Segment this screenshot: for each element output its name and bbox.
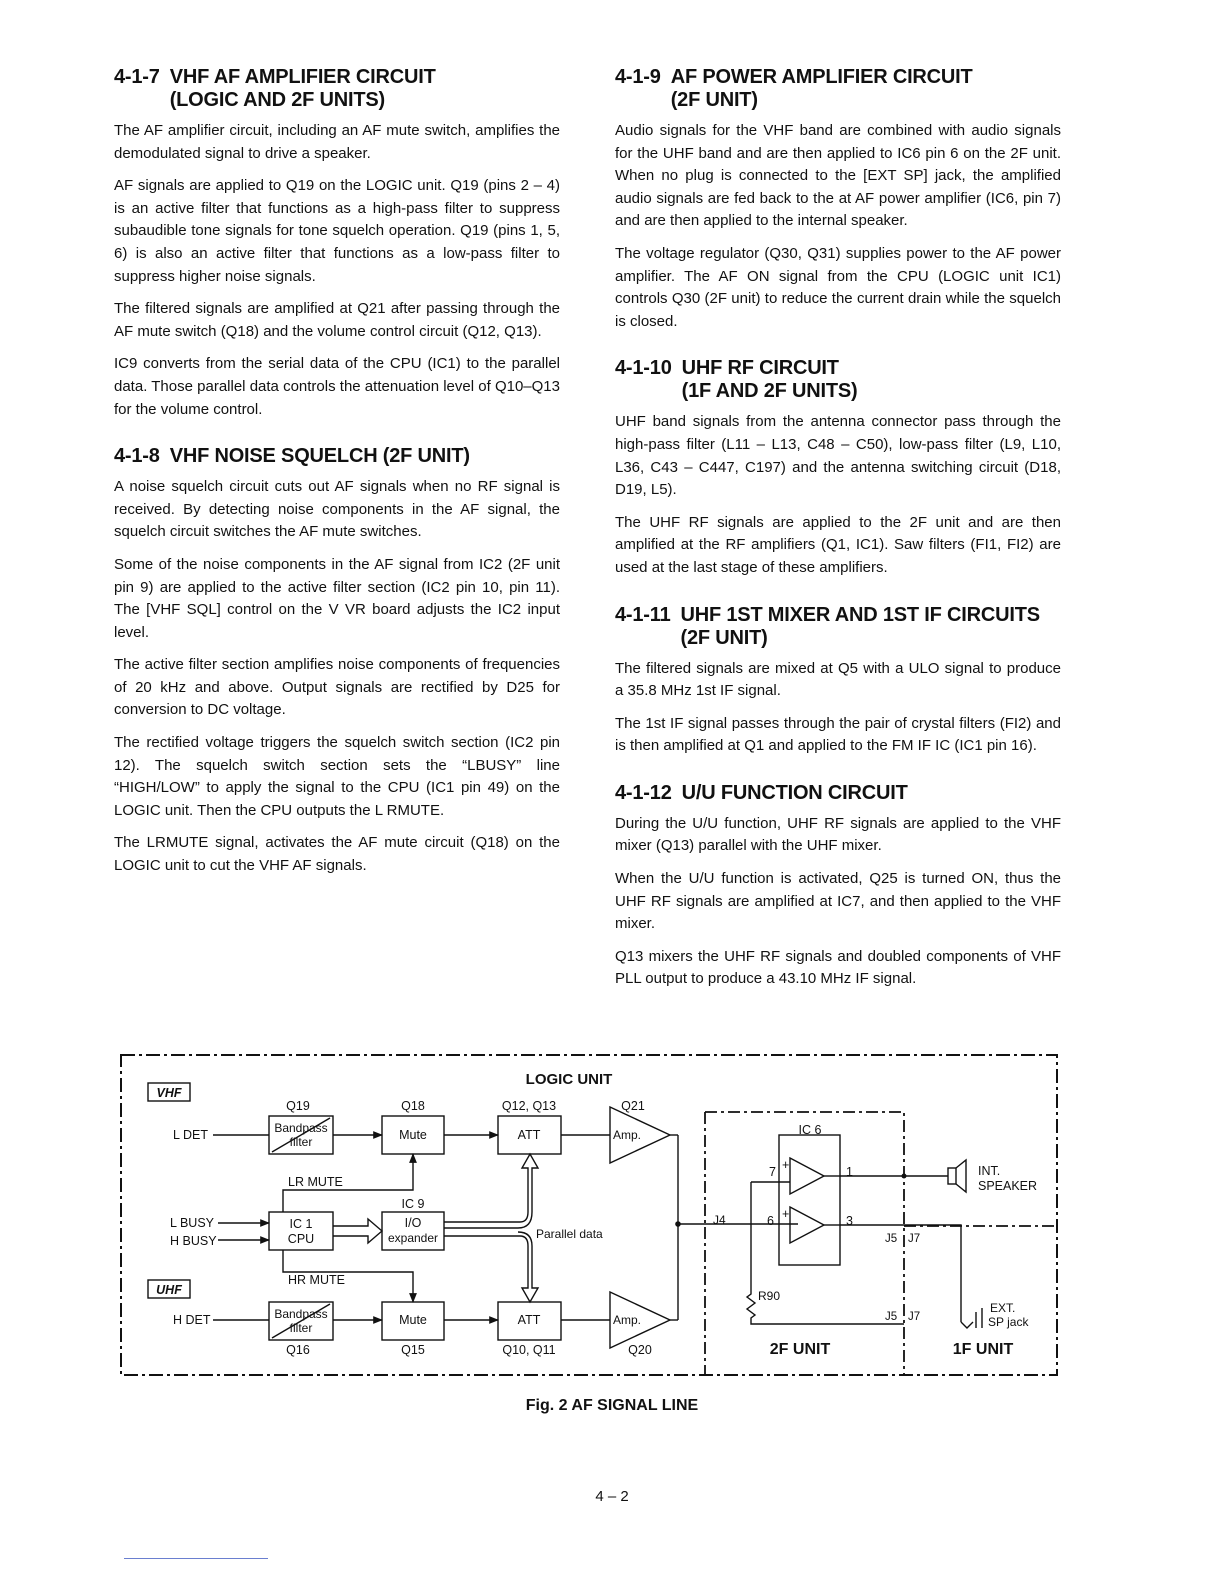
pin-6-label: 6 [767, 1214, 774, 1228]
figure-caption: Fig. 2 AF SIGNAL LINE [525, 1397, 699, 1414]
j4-label: J4 [713, 1213, 726, 1227]
2f-unit-frame [705, 1112, 904, 1375]
paragraph: The UHF RF signals are applied to the 2F unit and are then amplified at the RF amplifiers (Q1, IC1). Saw filters (FI1, FI2) are used at the last stage of these amplifiers. [615, 513, 1061, 576]
att-label: ATT [517, 1313, 541, 1327]
paragraph: When the U/U function is activated, Q25 is turned ON, thus the UHF RF signals are amplified at IC7, and then applied to the VHF mixer. [615, 870, 1061, 933]
ext-label: EXT. [990, 1301, 1016, 1315]
ic9-label: IC 9 [401, 1197, 425, 1211]
ic1-label: IC 1 [289, 1217, 313, 1231]
section-number: 4-1-7 [114, 66, 160, 88]
section-heading-4-1-7 [114, 66, 560, 112]
section-subtitle: (1F AND 2F UNITS) [681, 380, 858, 403]
parallel-data-label: Parallel data [536, 1227, 603, 1241]
section-number: 4-1-11 [615, 603, 671, 626]
paragraph: The 1st IF signal passes through the pair of crystal filters (FI2) and is then amplified at Q1 and applied to the FM IF IC (IC1 pin 16). [615, 714, 1061, 755]
left-column [114, 66, 560, 888]
paragraph: IC9 converts from the serial data of the CPU (IC1) to the parallel data. Those parallel data controls the attenuation level of Q10–Q13 for the volume control. [114, 355, 560, 418]
bandpass-label: Bandpass [274, 1307, 328, 1321]
speaker-icon [948, 1168, 956, 1184]
paragraph: UHF band signals from the antenna connector pass through the high-pass filter (L11 – L13, C48 – C50), low-pass filter (L9, L10, L36, C43 – C447, C197) and the antenna switching circuit (D18, D19, L5). [615, 413, 1061, 499]
q21-label: Q21 [621, 1099, 645, 1113]
page-number: 4 – 2 [595, 1488, 629, 1505]
paragraph: Q13 mixers the UHF RF signals and doubled components of VHF PLL output to produce a 43.10 MHz IF signal. [615, 947, 1061, 988]
section-title: UHF 1ST MIXER AND 1ST IF CIRCUITS [680, 603, 1040, 626]
pin-7-label: 7 [769, 1165, 776, 1179]
paragraph: The AF amplifier circuit, including an AF mute switch, amplifies the demodulated signal to drive a speaker. [114, 122, 560, 162]
section-number: 4-1-12 [615, 781, 672, 804]
paragraph: The filtered signals are mixed at Q5 with a ULO signal to produce a 35.8 MHz 1st IF signal. [615, 659, 1061, 700]
bandpass-label: Bandpass [274, 1121, 328, 1135]
paragraph: The active filter section amplifies noise components of frequencies of 20 kHz and above. Output signals are rectified by D25 for conversion to DC voltage. [114, 656, 560, 719]
section-title: UHF RF CIRCUIT [681, 357, 839, 380]
sp-jack-label: SP jack [988, 1315, 1029, 1329]
att-label: ATT [517, 1128, 541, 1142]
io-label: I/O [404, 1216, 422, 1230]
hr-mute-label: HR MUTE [288, 1273, 345, 1287]
ic6-label: IC 6 [798, 1123, 822, 1137]
paragraph: During the U/U function, UHF RF signals are applied to the VHF mixer (Q13) parallel with the UHF mixer. [615, 814, 1061, 855]
lr-mute-label: LR MUTE [288, 1175, 343, 1189]
af-signal-line-diagram [118, 1052, 1063, 1387]
section-subtitle: (LOGIC AND 2F UNITS) [169, 89, 385, 111]
paragraph: The filtered signals are amplified at Q21 after passing through the AF mute switch (Q18) and the volume control circuit (Q12, Q13). [114, 300, 560, 340]
amp-label: Amp. [613, 1128, 642, 1142]
paragraph: The LRMUTE signal, activates the AF mute circuit (Q18) on the LOGIC unit to cut the VHF AF signals. [114, 834, 560, 875]
h-busy-label: H BUSY [170, 1234, 217, 1248]
right-column [615, 66, 1061, 1001]
pin-3-label: 3 [846, 1214, 853, 1228]
q10-q11-label: Q10, Q11 [502, 1343, 556, 1357]
q15-label: Q15 [401, 1343, 425, 1357]
paragraph: AF signals are applied to Q19 on the LOGIC unit. Q19 (pins 2 – 4) is an active filter that functions as a high-pass filter to suppress subaudible tone signals for tone squelch operation. Q19 (pins 1, 5, 6) is also an active filter that functions as a low-pass filter to suppress higher noise signals. [114, 177, 560, 285]
mute-label: Mute [399, 1128, 427, 1142]
section-number: 4-1-10 [615, 357, 672, 380]
paragraph: A noise squelch circuit cuts out AF signals when no RF signal is received. By detecting noise components in the AF signal, the squelch circuit switches the AF mute switches. [114, 478, 560, 541]
section-heading-4-1-10 [615, 357, 1061, 403]
section-number: 4-1-8 [114, 445, 160, 468]
l-busy-label: L BUSY [170, 1216, 215, 1230]
cpu-label: CPU [287, 1232, 315, 1246]
paragraph: The rectified voltage triggers the squelch switch section (IC2 pin 12). The squelch switch section sets the “LBUSY” line “HIGH/LOW” to apply the signal to the CPU (IC1 pin 49) on the LOGIC unit. Then the CPU outputs the L RMUTE. [114, 734, 560, 819]
pin-1-label: 1 [846, 1165, 853, 1179]
section-number: 4-1-9 [615, 66, 661, 88]
filter-label: filter [289, 1135, 313, 1149]
expander-label: expander [387, 1231, 439, 1245]
section-title: VHF AF AMPLIFIER CIRCUIT [169, 66, 436, 88]
section-heading-4-1-11 [615, 604, 1061, 650]
section-heading-4-1-8 [114, 445, 560, 468]
section-subtitle: (2F UNIT) [680, 626, 768, 649]
af-power-amp-1 [790, 1158, 824, 1194]
l-det-label: L DET [173, 1128, 208, 1142]
q20-label: Q20 [628, 1343, 652, 1357]
filter-label: filter [289, 1321, 313, 1335]
section-title: VHF NOISE SQUELCH (2F UNIT) [169, 445, 470, 468]
speaker-label: SPEAKER [978, 1179, 1038, 1193]
q18-label: Q18 [401, 1099, 425, 1113]
logic-unit-label: LOGIC UNIT [525, 1071, 613, 1088]
q19-label: Q19 [286, 1099, 310, 1113]
paragraph: The voltage regulator (Q30, Q31) supplies power to the AF power amplifier. The AF ON signal from the CPU (LOGIC unit IC1) controls Q30 (2F unit) to reduce the current drain while the squelch is closed. [615, 244, 1061, 330]
plus-label: + [782, 1158, 790, 1172]
j7-label: J7 [908, 1233, 921, 1245]
logic-unit-frame [121, 1055, 1057, 1375]
int-label: INT. [978, 1164, 1001, 1178]
j5-label: J5 [885, 1233, 898, 1245]
section-heading-4-1-12 [615, 782, 1061, 805]
section-heading-4-1-9 [615, 66, 1061, 112]
ic6 [779, 1135, 840, 1265]
section-subtitle: (2F UNIT) [670, 89, 758, 111]
plus-label: + [782, 1207, 790, 1221]
q16-label: Q16 [286, 1343, 310, 1357]
amp-label: Amp. [613, 1313, 642, 1327]
j5-label: J5 [885, 1311, 898, 1323]
ext-sp-jack-icon [961, 1308, 982, 1328]
uhf-label: UHF [156, 1283, 182, 1297]
footer-rule [124, 1558, 268, 1559]
af-power-amp-2 [790, 1207, 824, 1243]
2f-unit-label: 2F UNIT [769, 1341, 831, 1358]
paragraph: Audio signals for the VHF band are combined with audio signals for the UHF band and are then applied to IC6 pin 6 on the 2F unit. When no plug is connected to the [EXT SP] jack, the amplified audio signals are fed back to the at AF power amplifier (IC6, pin 7) and are then applied to the internal speaker. [615, 122, 1061, 230]
paragraph: Some of the noise components in the AF signal from IC2 (2F unit pin 9) are applied to the active filter section (IC2 pin 10, pin 11). The [VHF SQL] control on the V VR board adjusts the IC2 input level. [114, 555, 560, 641]
j7-label: J7 [908, 1311, 921, 1323]
mute-label: Mute [399, 1313, 427, 1327]
section-title: AF POWER AMPLIFIER CIRCUIT [670, 66, 973, 88]
1f-unit-label: 1F UNIT [952, 1341, 1014, 1358]
section-title: U/U FUNCTION CIRCUIT [681, 781, 908, 804]
vhf-label: VHF [156, 1086, 182, 1100]
r90-label: R90 [758, 1289, 781, 1303]
h-det-label: H DET [173, 1313, 211, 1327]
q12-q13-label: Q12, Q13 [501, 1099, 557, 1113]
